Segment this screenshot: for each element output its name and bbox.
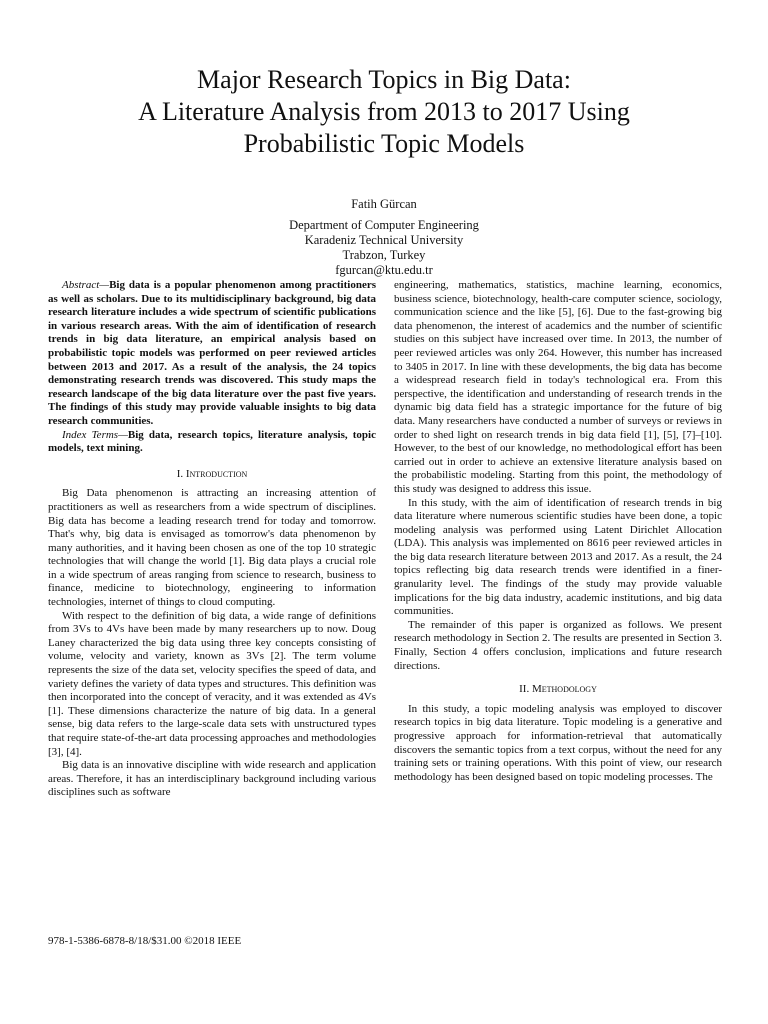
index-terms — [48, 429, 376, 456]
author-university: Karadeniz Technical University — [304, 233, 464, 247]
paper-title — [40, 64, 728, 160]
intro-paragraph-4: In this study, with the aim of identification of research trends in big data literature where numerous scientific studies have been done, a topic modeling analysis was performed using Latent Dirichlet Allocation (LDA). This analysis was implemented on 8616 peer reviewed articles in the big data research literature between 2013 and 2017. As a result, the 24 topics reflecting big data research trends were identified in a finer-granularity level. The findings of the study may provide valuable implications for the big data industry, academic institutions, and big data communities. — [394, 496, 722, 618]
intro-paragraph-5: The remainder of this paper is organized as follows. We present research methodology in Section 2. The results are presented in Section 3. Finally, Section 4 offers conclusion, implications and future research directions. — [394, 618, 722, 672]
index-terms-text: Big data, research topics, literature analysis, topic models, text mining. — [48, 428, 376, 455]
title-line-1: Major Research Topics in Big Data: — [197, 65, 571, 94]
intro-paragraph-3-continued: engineering, mathematics, statistics, machine learning, economics, business science, biotechnology, health-care computer science, sociology, communication science and the like [5], [6]. Due to the fast-growing big data phenomenon, the interest of academics and the number of scientific studies on this subject have increased over time. In 2013, the number of peer reviewed articles was only 264. However, this number has increased to 3405 in 2017. In line with these developments, the big data has become a widespread research field in today's technological era. From this perspective, the identification and understanding of research trends in the dynamic big data field has a strategic importance for the future of big data. Many researchers have conducted a number of surveys or reviews in order to shed light on research trends in big data field [1], [5], [7]–[10]. However, to the best of our knowledge, no methodological effort has been carried out in order to achieve an extensive literature analysis based on the probabilistic modeling. Starting from this point, the methodology of this study was designed to address this issue. — [394, 279, 722, 495]
abstract — [48, 279, 376, 429]
index-terms-lead: Index Terms— — [62, 428, 128, 441]
intro-paragraph-1: Big Data phenomenon is attracting an increasing attention of practitioners as well as researchers from a wide spectrum of disciplines. Big data has become a leading research trend for today and tomorrow. That's why, big data is envisaged as tomorrow's data phenomenon by many authorities, and it having been chosen as one of the top 10 strategic technologies that will change the world [1]. Big data plays a crucial role in a wide spectrum of areas ranging from science to research, business to finance, medicine to biotechnology, engineering to information technologies, internet of things to cloud computing. — [48, 487, 376, 609]
intro-paragraph-2: With respect to the definition of big data, a wide range of definitions from 3Vs to 4Vs have been made by many researchers up to now. Doug Laney characterized the big data using three key concepts consisting of volume, velocity and variety, known as 3Vs [2]. The term volume represents the size of the data set, velocity specifies the speed of data, and variety defines the variety of data types and structures. This definition was then incorporated into the concept of veracity, and it was extended as 4Vs [1]. These dimensions characterize the nature of big data. In a general sense, big data refers to the large-scale data sets with unstructured types that require state-of-the-art data processing approaches and methodologies [3], [4]. — [48, 609, 376, 758]
section-heading-introduction: I. Introduction — [176, 467, 248, 480]
author-location: Trabzon, Turkey — [342, 248, 426, 262]
abstract-lead: Abstract— — [62, 279, 110, 291]
author-name: Fatih Gürcan — [351, 197, 417, 211]
intro-paragraph-3: Big data is an innovative discipline with wide research and application areas. Therefore, it has an interdisciplinary background including various disciplines such as software — [48, 759, 376, 799]
method-paragraph-1: In this study, a topic modeling analysis was employed to discover research topics in big data literature. Topic modeling is a generative and progressive approach for information-retrieval that automatically discovers the semantic topics from a text corpus, without the need for any training sets or training operations. With this point of view, our research methodology has been designed based on topic modeling processes. The — [394, 702, 722, 783]
right-column — [394, 279, 722, 784]
left-column — [48, 279, 376, 800]
section-heading-methodology: II. Methodology — [519, 683, 597, 696]
title-line-2: A Literature Analysis from 2013 to 2017 Using — [138, 97, 630, 126]
abstract-text: Big data is a popular phenomenon among practitioners as well as scholars. Due to its multidisciplinary background, big data research literature includes a wide spectrum of scientific publications in various research areas. With the aim of identification of research trends in big data literature, an empirical analysis based on probabilistic topic models was performed on peer reviewed articles between 2013 and 2017. As a result of the analysis, the 24 topics demonstrating research trends was discovered. This study maps the research landscape of the big data literature over the past five years. The findings of this study may provide valuable insights to big data research communities. — [48, 279, 376, 427]
title-line-3: Probabilistic Topic Models — [243, 129, 525, 158]
author-block — [184, 197, 584, 278]
author-email: fgurcan@ktu.edu.tr — [335, 263, 433, 277]
author-department: Department of Computer Engineering — [289, 218, 479, 232]
copyright-footer: 978-1-5386-6878-8/18/$31.00 ©2018 IEEE — [48, 935, 242, 947]
